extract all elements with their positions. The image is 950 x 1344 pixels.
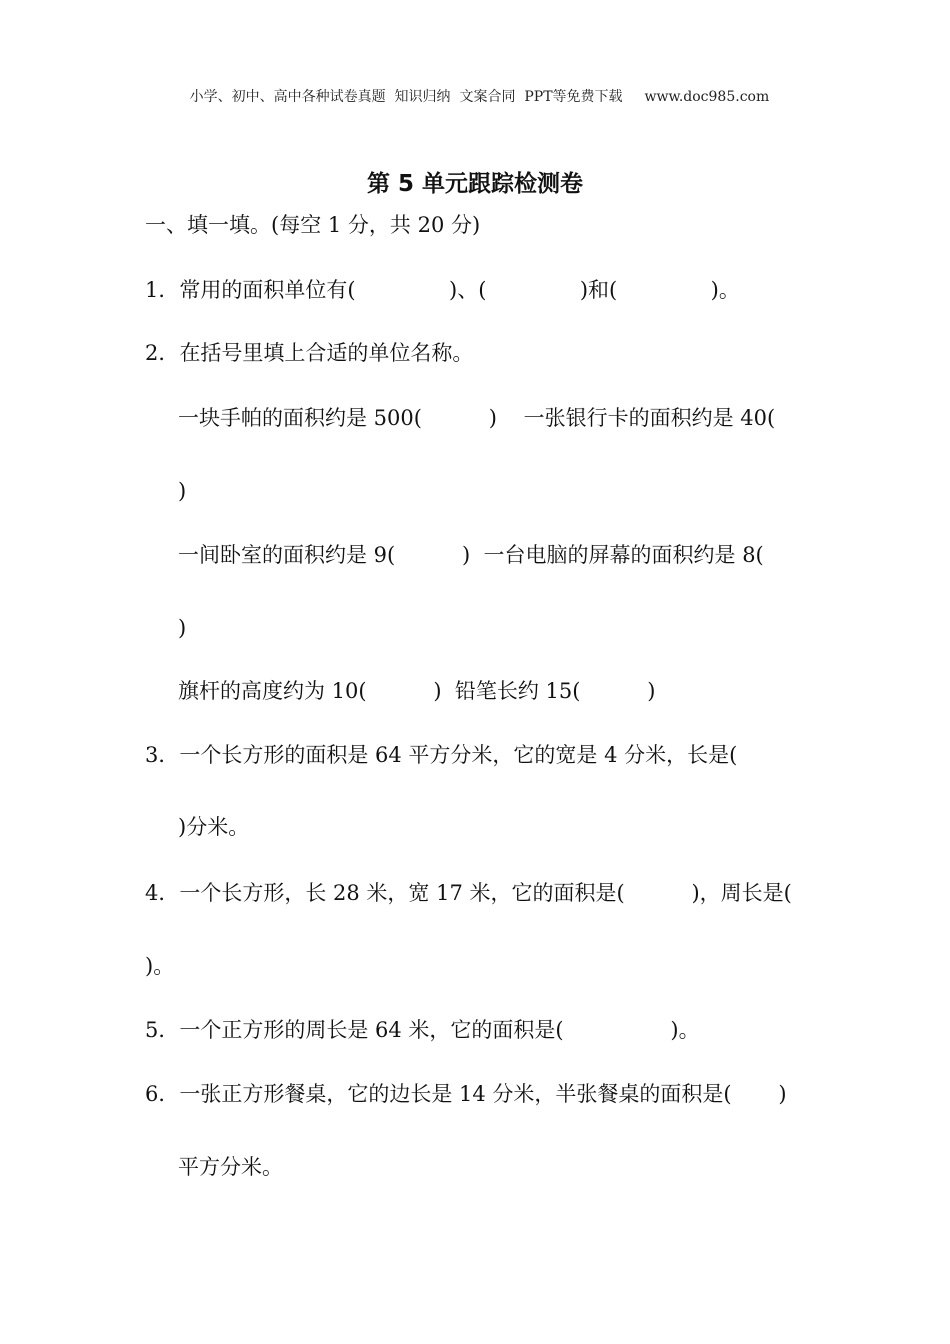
header-text: 小学、初中、高中各种试卷真题 知识归纳 文案合同 PPT等免费下载 <box>189 89 623 105</box>
question-4: 4．一个长方形，长 28 米，宽 17 米，它的面积是( )，周长是( <box>145 881 792 905</box>
section-heading: 一、填一填。(每空 1 分，共 20 分) <box>145 213 481 237</box>
question-3-continuation: )分米。 <box>178 815 250 839</box>
question-2-item-a-close: ) <box>178 479 187 503</box>
question-6-continuation: 平方分米。 <box>178 1155 283 1179</box>
question-4-continuation: )。 <box>145 954 175 978</box>
question-2-item-b-close: ) <box>178 616 187 640</box>
question-2: 2．在括号里填上合适的单位名称。 <box>145 341 474 365</box>
question-2-item-c: 旗杆的高度约为 10( ) 铅笔长约 15( ) <box>178 679 656 703</box>
question-6: 6．一张正方形餐桌，它的边长是 14 分米，半张餐桌的面积是( ) <box>145 1082 787 1106</box>
header-site: www.doc985.com <box>644 89 770 105</box>
question-5: 5．一个正方形的周长是 64 米，它的面积是( )。 <box>145 1018 700 1042</box>
page-header <box>0 70 950 106</box>
question-1: 1．常用的面积单位有( )、( )和( )。 <box>145 278 740 302</box>
page-title: 第 5 单元跟踪检测卷 <box>366 171 584 197</box>
question-2-item-a: 一块手帕的面积约是 500( ) 一张银行卡的面积约是 40( <box>178 406 776 430</box>
question-3: 3．一个长方形的面积是 64 平方分米，它的宽是 4 分米，长是( <box>145 743 738 767</box>
question-2-item-b: 一间卧室的面积约是 9( ) 一台电脑的屏幕的面积约是 8( <box>178 543 764 567</box>
